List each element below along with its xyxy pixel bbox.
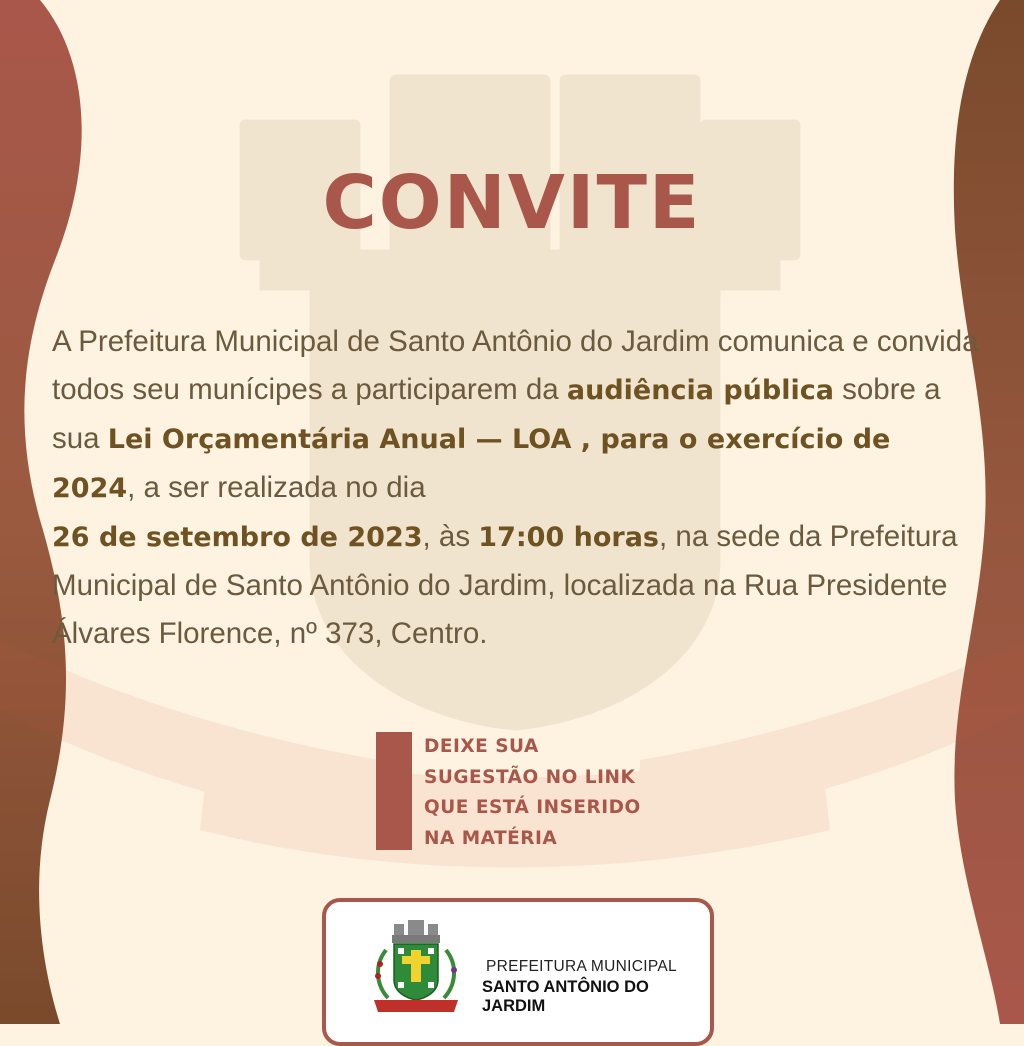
- body-bold-1: audiência pública: [566, 375, 834, 406]
- invitation-text: [52, 318, 982, 658]
- logo-title: PREFEITURA MUNICIPAL: [486, 958, 677, 975]
- suggestion-callout: [376, 732, 676, 850]
- callout-text: [424, 732, 684, 854]
- body-bold-3: 26 de setembro de 2023: [52, 522, 423, 553]
- coat-of-arms-icon: [364, 920, 468, 1024]
- body-text-4: , às: [422, 520, 479, 553]
- callout-line: NA MATÉRIA: [424, 827, 558, 849]
- body-text-2: sobre a sua: [52, 373, 941, 455]
- body-bold-2: Lei Orçamentária Anual — LOA , para o exercício de 2024: [52, 424, 891, 504]
- page-title: CONVITE: [322, 160, 702, 246]
- logo-subtitle: SANTO ANTÔNIO DO JARDIM: [482, 978, 649, 1015]
- body-text-5: , na sede da Prefeitura Municipal de Santo Antônio do Jardim, localizada na Rua Presidente Álvares Florence, nº 373, Centro.: [52, 520, 958, 650]
- callout-accent-bar: [376, 732, 412, 850]
- body-text-3: , a ser realizada no dia: [127, 471, 426, 504]
- callout-line: DEIXE SUA: [424, 736, 539, 757]
- body-bold-4: 17:00 horas: [478, 522, 660, 553]
- body-text-1: A Prefeitura Municipal de Santo Antônio do Jardim comunica e convida todos seu munícipes a participarem da: [52, 325, 979, 406]
- callout-line: QUE ESTÁ INSERIDO: [424, 797, 641, 818]
- callout-line: SUGESTÃO NO LINK: [424, 766, 636, 788]
